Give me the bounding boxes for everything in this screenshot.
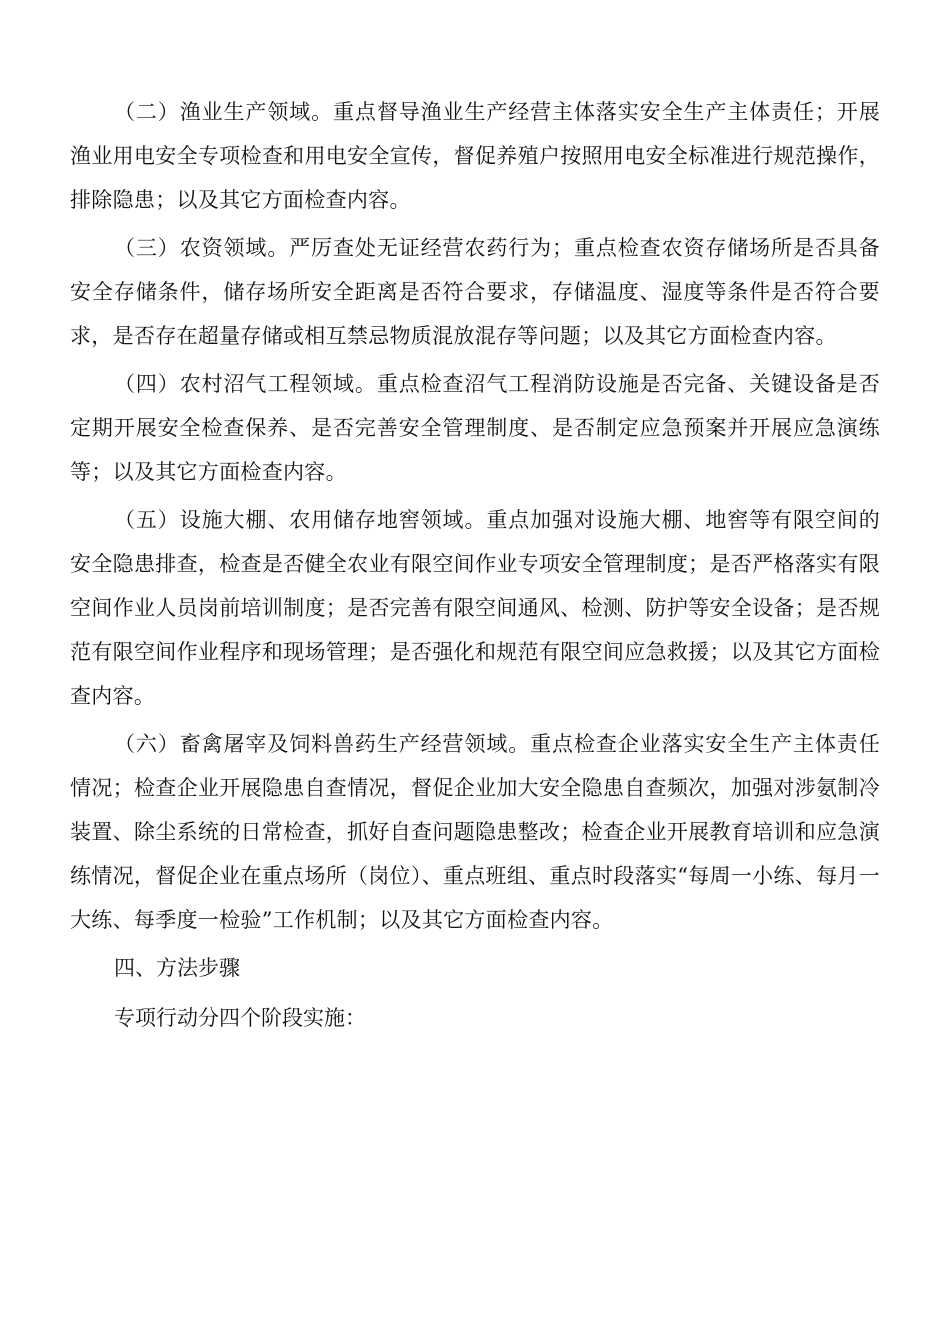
section-heading: 四、方法步骤	[114, 956, 240, 980]
paragraph-greenhouse-cellar: （五）设施大棚、农用储存地窖领域。重点加强对设施大棚、地窖等有限空间的安全隐患排查，检查是否健全农业有限空间作业专项安全管理制度；是否严格落实有限空间作业人员岗前培训制度；是否完善有限空间通风、检测、防护等安全设备；是否规范有限空间作业程序和现场管理；是否强化和规范有限空间应急救援；以及其它方面检查内容。	[70, 508, 880, 708]
paragraph-fishery: （二）渔业生产领域。重点督导渔业生产经营主体落实安全生产主体责任；开展渔业用电安全专项检查和用电安全宣传，督促养殖户按照用电安全标准进行规范操作，排除隐患；以及其它方面检查内容。	[70, 100, 880, 212]
paragraph-livestock-feed: （六）畜禽屠宰及饲料兽药生产经营领域。重点检查企业落实安全生产主体责任情况；检查企业开展隐患自查情况，督促企业加大安全隐患自查频次，加强对涉氨制冷装置、除尘系统的日常检查，抓好自查问题隐患整改；检查企业开展教育培训和应急演练情况，督促企业在重点场所（岗位）、重点班组、重点时段落实“每周一小练、每月一大练、每季度一检验”工作机制；以及其它方面检查内容。	[70, 732, 880, 932]
document-body	[70, 90, 880, 1046]
section-intro: 专项行动分四个阶段实施：	[114, 1006, 366, 1030]
paragraph-agricultural-supplies: （三）农资领域。严厉查处无证经营农药行为；重点检查农资存储场所是否具备安全存储条件，储存场所安全距离是否符合要求，存储温度、湿度等条件是否符合要求，是否存在超量存储或相互禁忌物质混放混存等问题；以及其它方面检查内容。	[70, 236, 880, 348]
paragraph-biogas: （四）农村沼气工程领域。重点检查沼气工程消防设施是否完备、关键设备是否定期开展安全检查保养、是否完善安全管理制度、是否制定应急预案并开展应急演练等；以及其它方面检查内容。	[70, 372, 880, 484]
